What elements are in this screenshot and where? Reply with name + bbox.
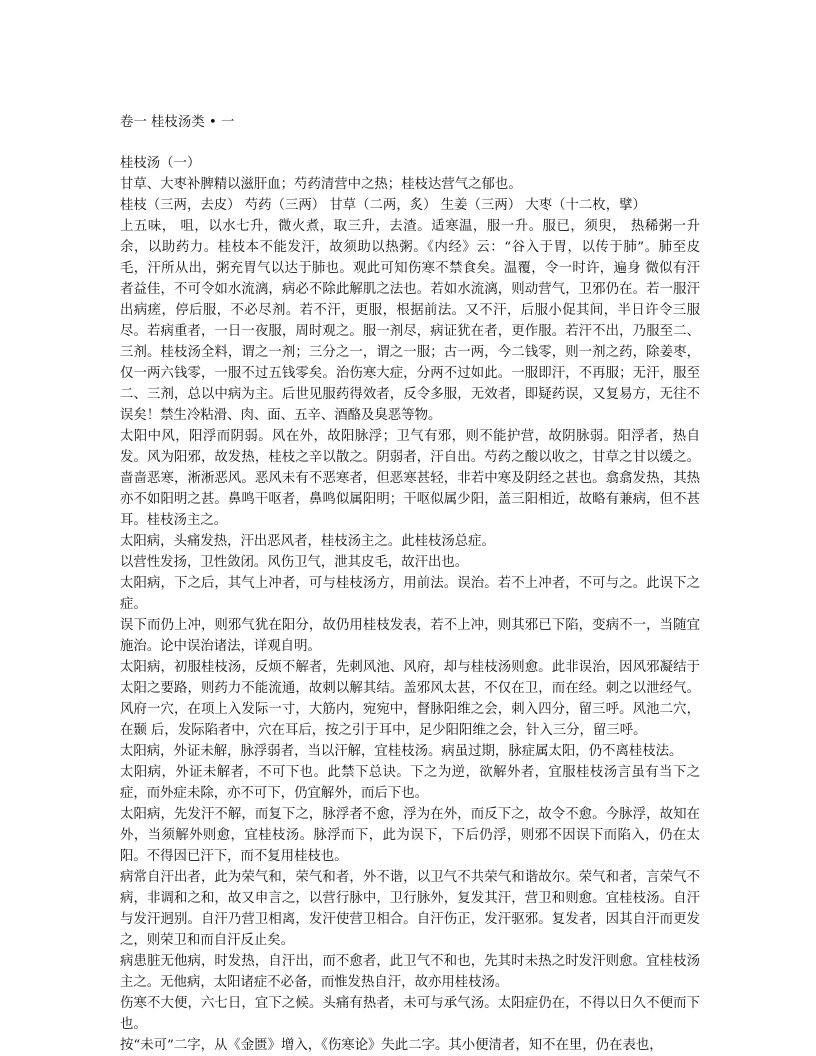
paragraph-efficacy: 甘草、大枣补脾精以滋肝血；芍药清营中之热；桂枝达营气之郁也。: [120, 177, 522, 192]
paragraph-floating-pulse: 太阳病，先发汗不解，而复下之，脉浮者不愈，浮为在外，而反下之，故令不愈。今脉浮，故知在外，当须解外则愈，宜桂枝汤。脉浮而下，此为误下，下后仍浮，则邪不因误下而陷入，仍在太阳。不得因已汗下，而不复用桂枝也。: [120, 807, 700, 864]
paragraph-wei-disharmony: 病患脏无他病，时发热，自汗出，而不愈者，此卫气不和也，先其时未热之时发汗则愈。宜桂枝汤主之。无他病，太阳诸症不必备，而惟发热自汗，故亦用桂枝汤。: [120, 954, 700, 990]
paragraph-acupuncture: 太阳病，初服桂枝汤，反烦不解者，先刺风池、风府，却与桂枝汤则愈。此非误治，因风邪凝结于太阳之要路，则药力不能流通，故刺以解其结。盖邪风太甚，不仅在卫，而在经。刺之以泄经气。风府一穴，在项上入发际一寸，大筋内，宛宛中，督脉阳维之会，刺入四分，留三呼。风池二穴，在颞 后，发际陷者中，穴在耳后，按之引于耳中，足少阳阳维之会，针入三分，留三呼。: [120, 660, 700, 738]
paragraph-ingredients: 桂枝（三两，去皮） 芍药（三两） 甘草（二两，炙） 生姜（三两） 大枣（十二枚，擘）: [120, 198, 646, 213]
paragraph-general-symptom: 太阳病，头痛发热，汗出恶风者，桂枝汤主之。此桂枝汤总症。: [120, 534, 495, 549]
section-title: 桂枝汤（一）: [120, 156, 201, 171]
paragraph-preparation: 上五味， 咀，以水七升，微火煮，取三升，去渣。适寒温，服一升。服已，须臾， 热稀粥一升余，以助药力。桂枝本不能发汗，故须助以热粥。《内经》云：“谷入于胃，以传于肺”。肺至皮毛，汗所从出，粥充胃气以达于肺也。观此可知伤寒不禁食矣。温覆，令一时许，遍身 微似有汗者益佳，不可令如水流漓，病必不除此解肌之法也。若如水流漓，则动营气，卫邪仍在。若一服汗出病瘥，停后服，不必尽剂。若不汗，更服，根据前法。又不汗，后服小促其间，半日许令三服尽。若病重者，一日一夜服，周时观之。服一剂尽，病证犹在者，更作服。若汗不出，乃服至二、三剂。桂枝汤全料，谓之一剂；三分之一，谓之一服；古一两，今二钱零，则一剂之药，除姜枣，仅一两六钱零，一服不过五钱零矣。治伤寒大症，分两不过如此。一服即汗，不再服；无汗，服至二、三剂，总以中病为主。后世见服药得效者，反令多服，无效者，即疑药误，又复易方，无往不误矣！禁生冷粘滑、肉、面、五辛、酒酪及臭恶等物。: [120, 219, 700, 423]
page-header: 卷一 桂枝汤类 • 一: [120, 115, 235, 130]
paragraph-taiyang-zhongfeng: 太阳中风，阳浮而阴弱。风在外，故阳脉浮；卫气有邪，则不能护营，故阴脉弱。阳浮者，热自发。风为阳邪，故发热，桂枝之辛以散之。阴弱者，汗自出。芍药之酸以收之，甘草之甘以缓之。啬啬恶寒，淅淅恶风。恶风未有不恶寒者，但恶寒甚轻，非若中寒及阴经之甚也。翕翕发热，其热亦不如阳明之甚。鼻鸣干呕者，鼻鸣似属阳明；干呕似属少阳，盖三阳相近，故略有兼病，但不甚耳。桂枝汤主之。: [120, 429, 700, 528]
paragraph-ying-wei: 以营性发扬，卫性敛闭。风伤卫气，泄其皮毛，故汗出也。: [120, 555, 469, 570]
spacer: [120, 133, 700, 153]
document-body: [120, 112, 700, 1056]
paragraph-after-purgation: 太阳病，下之后，其气上冲者，可与桂枝汤方，用前法。误治。若不上冲者，不可与之。此误下之症。: [120, 576, 700, 612]
paragraph-sweat-release: 太阳病，外证未解，脉浮弱者，当以汗解，宜桂枝汤。病虽过期，脉症属太阳，仍不离桂枝法。: [120, 744, 683, 759]
paragraph-note: 按“未可”二字，从《金匮》增入，《伤寒论》失此二字。其小便清者，知不在里，仍在表也，: [120, 1038, 663, 1053]
paragraph-constipation: 伤寒不大便，六七日，宜下之候。头痛有热者，未可与承气汤。太阳症仍在，不得以日久不便而下也。: [120, 996, 700, 1032]
paragraph-no-purgation: 太阳病，外证未解者，不可下也。此禁下总诀。下之为逆，欲解外者，宜服桂枝汤言虽有当下之症，而外症未除，亦不可下，仍宜解外，而后下也。: [120, 765, 700, 801]
paragraph-mistreatment: 误下而仍上冲，则邪气犹在阳分，故仍用桂枝发表，若不上冲，则其邪已下陷，变病不一，当随宜施治。论中误治诸法，详观自明。: [120, 618, 700, 654]
paragraph-spontaneous-sweat: 病常自汗出者，此为荣气和，荣气和者，外不谐，以卫气不共荣气和谐故尔。荣气和者，言荣气不病，非调和之和，故又申言之，以营行脉中，卫行脉外，复发其汗，营卫和则愈。宜桂枝汤。自汗与发汗迥别。自汗乃营卫相离，发汗使营卫相合。自汗伤正，发汗驱邪。复发者，因其自汗而更发之，则荣卫和而自汗反止矣。: [120, 870, 700, 948]
